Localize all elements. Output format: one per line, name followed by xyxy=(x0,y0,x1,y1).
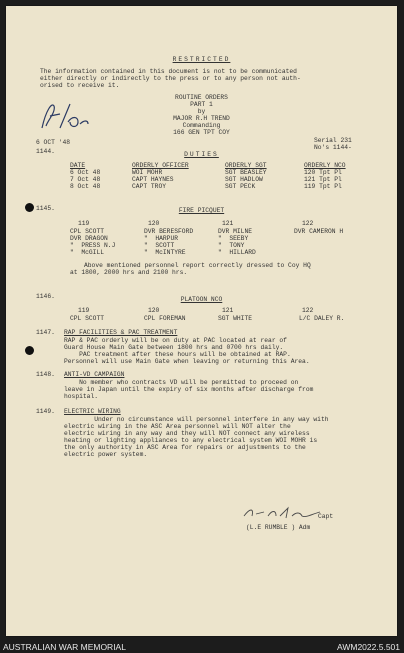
order-date: 6 OCT '48 xyxy=(36,139,71,146)
order-number-1145: 1145. xyxy=(36,205,55,212)
platoon-119: 119 xyxy=(78,220,90,227)
anti-vd-heading: ANTI-VD CAMPAIGN xyxy=(64,371,125,378)
platoon-121: 121 xyxy=(222,307,234,314)
orders-by: by xyxy=(197,108,206,115)
orders-part: PART 1 xyxy=(190,101,213,108)
warning-line: either directly or indirectly to the press or to any person not auth- xyxy=(40,75,301,82)
order-number-1147: 1147. xyxy=(36,329,55,336)
wiring-body-line: Under no circumstance will personnel interfere in any way with xyxy=(64,416,329,423)
duty-officer: CAPT HAYNES xyxy=(132,176,174,183)
duty-sgt: SGT BEASLEY xyxy=(225,169,267,176)
signature-scrawl xyxy=(242,504,322,522)
platoon-122: 122 xyxy=(302,307,314,314)
duty-nco: 120 Tpt Pl xyxy=(304,169,342,176)
duty-officer: WOI MOHR xyxy=(132,169,163,176)
order-number-1146: 1146. xyxy=(36,293,55,300)
footer-bar xyxy=(0,640,404,653)
platoon-120: 120 xyxy=(148,307,160,314)
signature-rank: Capt xyxy=(318,513,334,520)
wiring-body-line: electric wiring in any way and they will NOT connect any wireless xyxy=(64,430,310,437)
picquet-name: " HILLARD xyxy=(218,249,256,256)
picquet-name: DVR CAMERON H xyxy=(294,228,344,235)
unit-name: 166 GEN TPT COY xyxy=(173,129,230,136)
rap-body-line: Personnel will use Main Gate when leaving or returning this Area. xyxy=(64,358,310,365)
document-page xyxy=(6,6,397,636)
order-number-1144: 1144. xyxy=(36,148,55,155)
col-orderly-officer: ORDERLY OFFICER xyxy=(132,162,189,169)
footer-accession-number: AWM2022.5.501 xyxy=(337,642,400,652)
orders-title: ROUTINE ORDERS xyxy=(175,94,228,101)
picquet-name: " HARPUR xyxy=(144,235,179,242)
anti-vd-body-line: No member who contracts VD will be permitted to proceed on xyxy=(64,379,299,386)
fire-picquet-heading: FIRE PICQUET xyxy=(178,207,225,214)
wiring-body-line: electric power system. xyxy=(64,451,148,458)
warning-line: The information contained in this document is not to be communicated xyxy=(40,68,297,75)
order-numbers: No's 1144- xyxy=(314,144,352,151)
handwritten-mark xyxy=(36,98,92,134)
order-number-1148: 1148. xyxy=(36,371,55,378)
platoon-122: 122 xyxy=(302,220,314,227)
picquet-name: CPL SCOTT xyxy=(70,228,105,235)
punch-hole xyxy=(25,346,34,355)
duty-sgt: SGT PECK xyxy=(225,183,256,190)
duties-heading: DUTIES xyxy=(184,151,219,158)
picquet-name: DVR DRAGON xyxy=(70,235,108,242)
footer-institution: AUSTRALIAN WAR MEMORIAL xyxy=(3,642,126,652)
electric-wiring-heading: ELECTRIC WIRING xyxy=(64,408,121,415)
platoon-121: 121 xyxy=(222,220,234,227)
wiring-body-line: electric wiring in the ASC Area personnel will NOT alter the xyxy=(64,423,291,430)
rap-body-line: Guard House Main Gate between 1800 hrs and 0700 hrs daily. xyxy=(64,344,284,351)
serial-number: Serial 231 xyxy=(314,137,352,144)
picquet-name: " PRESS N.J xyxy=(70,242,116,249)
signature-name: (L.E RUMBLE ) Adm xyxy=(246,524,311,531)
picquet-name: " SEEBY xyxy=(218,235,249,242)
platoon-nco-name: CPL FOREMAN xyxy=(144,315,186,322)
duty-sgt: SGT HADLOW xyxy=(225,176,263,183)
duty-officer: CAPT TROY xyxy=(132,183,167,190)
picquet-name: " McINTYRE xyxy=(144,249,186,256)
duty-date: 7 Oct 48 xyxy=(70,176,101,183)
picquet-note: at 1800, 2000 hrs and 2100 hrs. xyxy=(70,269,188,276)
order-number-1149: 1149. xyxy=(36,408,55,415)
picquet-name: " McGILL xyxy=(70,249,105,256)
col-date: DATE xyxy=(70,162,86,169)
platoon-nco-name: L/C DALEY R. xyxy=(299,315,345,322)
commander-name: MAJOR R.H TREND xyxy=(173,115,230,122)
platoon-119: 119 xyxy=(78,307,90,314)
commanding-label: Commanding xyxy=(182,122,221,129)
duty-nco: 119 Tpt Pl xyxy=(304,183,342,190)
wiring-body-line: the only authority in ASC Area for repairs or adjustments to the xyxy=(64,444,306,451)
wiring-body-line: heating or lighting appliances to any electrical system WOI MOHR is xyxy=(64,437,318,444)
anti-vd-body-line: hospital. xyxy=(64,393,99,400)
platoon-nco-name: CPL SCOTT xyxy=(70,315,105,322)
rap-body-line: RAP & PAC orderly will be on duty at PAC located at rear of xyxy=(64,337,287,344)
duty-date: 6 Oct 48 xyxy=(70,169,101,176)
classification-heading: RESTRICTED xyxy=(172,56,231,63)
platoon-nco-heading: PLATOON NCO xyxy=(180,296,223,303)
picquet-name: DVR MILNE xyxy=(218,228,253,235)
rap-body-line: PAC treatment after these hours will be obtained at RAP. xyxy=(64,351,291,358)
picquet-name: " TONY xyxy=(218,242,245,249)
picquet-note: Above mentioned personnel report correctly dressed to Coy HQ xyxy=(84,262,311,269)
rap-facilities-heading: RAP FACILITIES & PAC TREATMENT xyxy=(64,329,178,336)
duty-date: 8 Oct 48 xyxy=(70,183,101,190)
picquet-name: " SCOTT xyxy=(144,242,175,249)
picquet-name: DVR BERESFORD xyxy=(144,228,194,235)
col-orderly-nco: ORDERLY NCO xyxy=(304,162,346,169)
platoon-120: 120 xyxy=(148,220,160,227)
col-orderly-sgt: ORDERLY SGT xyxy=(225,162,267,169)
warning-line: orised to receive it. xyxy=(40,82,120,89)
duty-nco: 121 Tpt Pl xyxy=(304,176,342,183)
platoon-nco-name: SGT WHITE xyxy=(218,315,253,322)
anti-vd-body-line: leave in Japan until the expiry of six months after discharge from xyxy=(64,386,314,393)
